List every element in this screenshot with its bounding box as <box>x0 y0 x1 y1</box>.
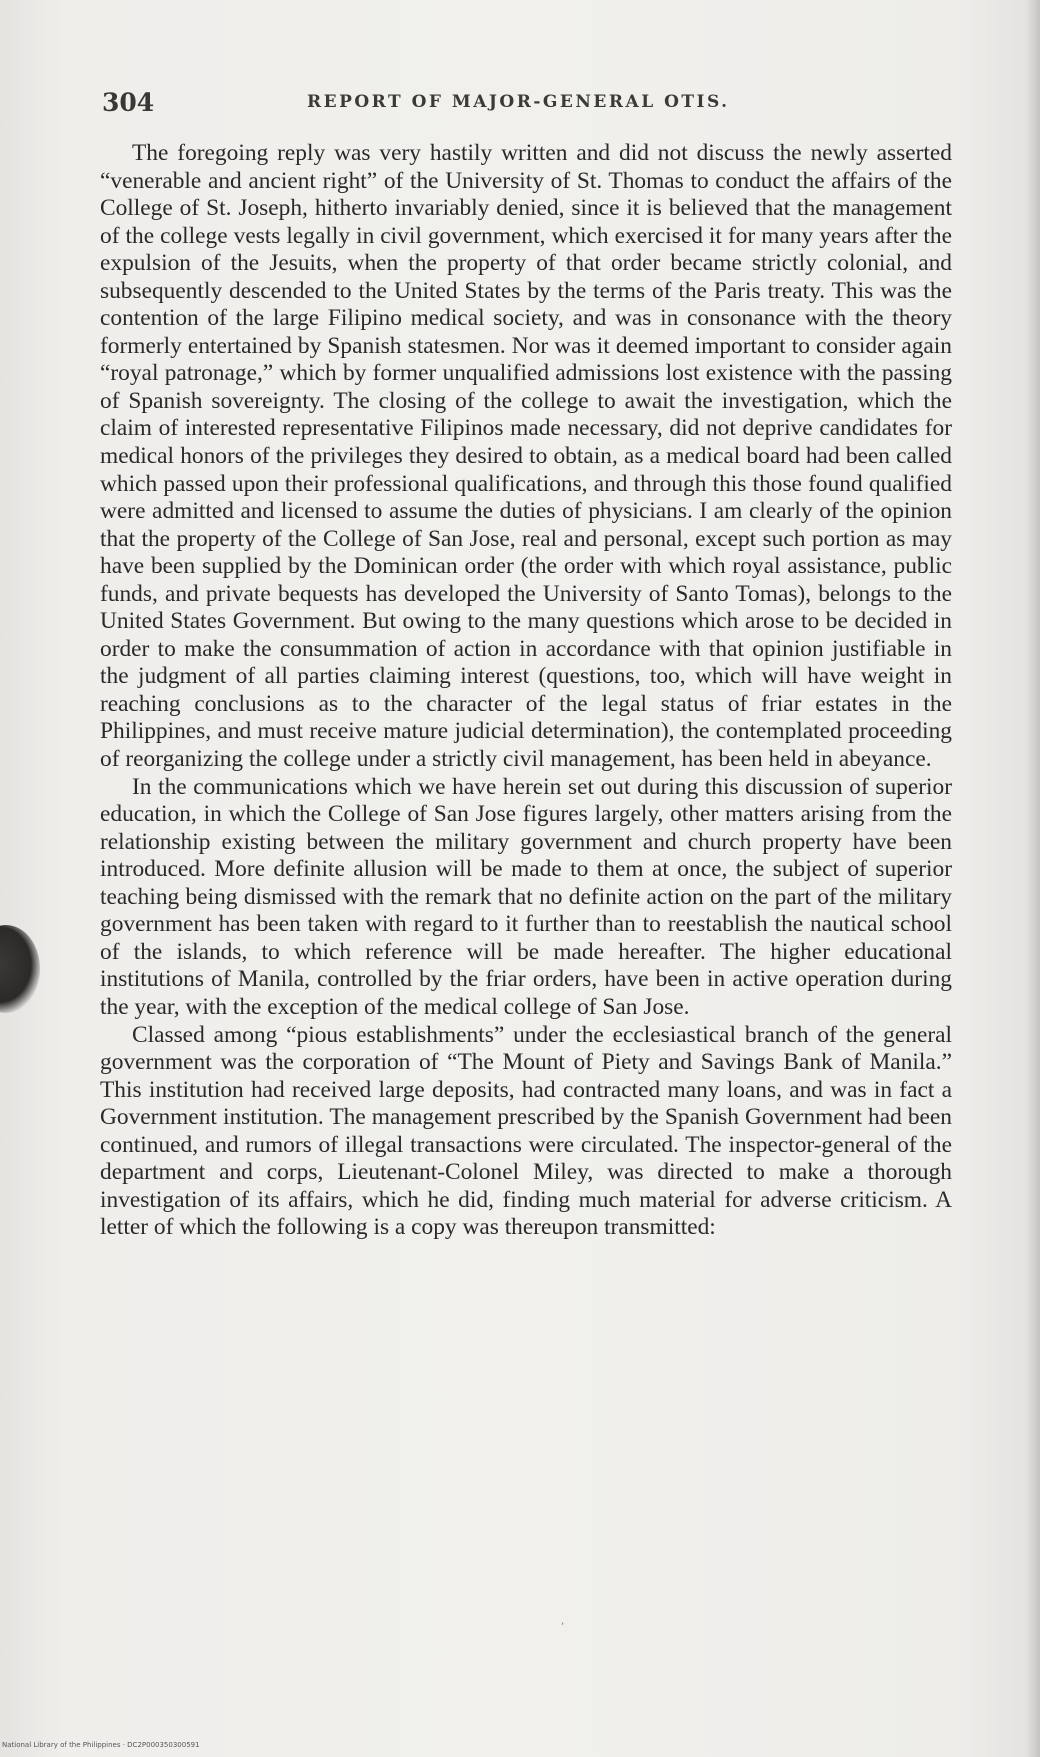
stray-mark: , <box>561 1616 565 1627</box>
scan-footer-id: National Library of the Philippines · DC2P000350300591 <box>2 1741 200 1749</box>
running-head <box>102 88 962 118</box>
running-title: REPORT OF MAJOR-GENERAL OTIS. <box>307 92 730 112</box>
thumb-shadow <box>0 925 40 1013</box>
page-number: 304 <box>102 88 155 117</box>
body-text <box>100 140 952 1242</box>
page-edge-shadow <box>1026 0 1040 1757</box>
paragraph-3: Classed among “pious establishments” under the ecclesiastical branch of the general government was the corporation of “The Mount of Piety and Savings Bank of Manila.” This institution had received large deposits, had contracted many loans, and was in fact a Government institution. The management prescribed by the Spanish Government had been continued, and rumors of illegal transactions were circulated. The inspector-general of the department and corps, Lieutenant-Colonel Miley, was directed to make a thorough investigation of its affairs, which he did, finding much material for adverse criticism. A letter of which the following is a copy was thereupon transmitted: <box>100 1021 952 1241</box>
paragraph-2: In the communications which we have herein set out during this discussion of superior education, in which the College of San Jose figures largely, other matters arising from the relationship existing between the military government and church property have been introduced. More definite allusion will be made to them at once, the subject of superior teaching being dismissed with the remark that no definite action on the part of the military government has been taken with regard to it further than to reestablish the nautical school of the islands, to which reference will be made hereafter. The higher educational institutions of Manila, controlled by the friar orders, have been in active operation during the year, with the exception of the medical college of San Jose. <box>100 773 952 1020</box>
paragraph-1: The foregoing reply was very hastily written and did not discuss the newly asserted “venerable and ancient right” of the University of St. Thomas to conduct the affairs of the College of St. Joseph, hitherto invariably denied, since it is believed that the management of the college vests legally in civil government, which exercised it for many years after the expulsion of the Jesuits, when the property of that order became strictly colonial, and subsequently descended to the United States by the terms of the Paris treaty. This was the contention of the large Filipino medical society, and was in consonance with the theory formerly entertained by Spanish statesmen. Nor was it deemed important to consider again “royal patronage,” which by former unqualified admissions lost existence with the passing of Spanish sovereignty. The closing of the college to await the investigation, which the claim of interested representative Filipinos made necessary, did not deprive candidates for medical honors of the privileges they desired to obtain, as a medical board had been called which passed upon their professional qualifications, and through this those found qualified were admitted and licensed to assume the duties of physicians. I am clearly of the opinion that the property of the College of San Jose, real and personal, except such portion as may have been supplied by the Dominican order (the order with which royal assistance, public funds, and private bequests has developed the University of Santo Tomas), belongs to the United States Government. But owing to the many questions which arose to be decided in order to make the consummation of action in accordance with that opinion justifiable in the judgment of all parties claiming interest (questions, too, which will have weight in reaching conclusions as to the character of the legal status of friar estates in the Philippines, and must receive mature judicial determination), the contemplated proceeding of reorganizing the college under a strictly civil management, has been held in abeyance. <box>100 140 952 773</box>
